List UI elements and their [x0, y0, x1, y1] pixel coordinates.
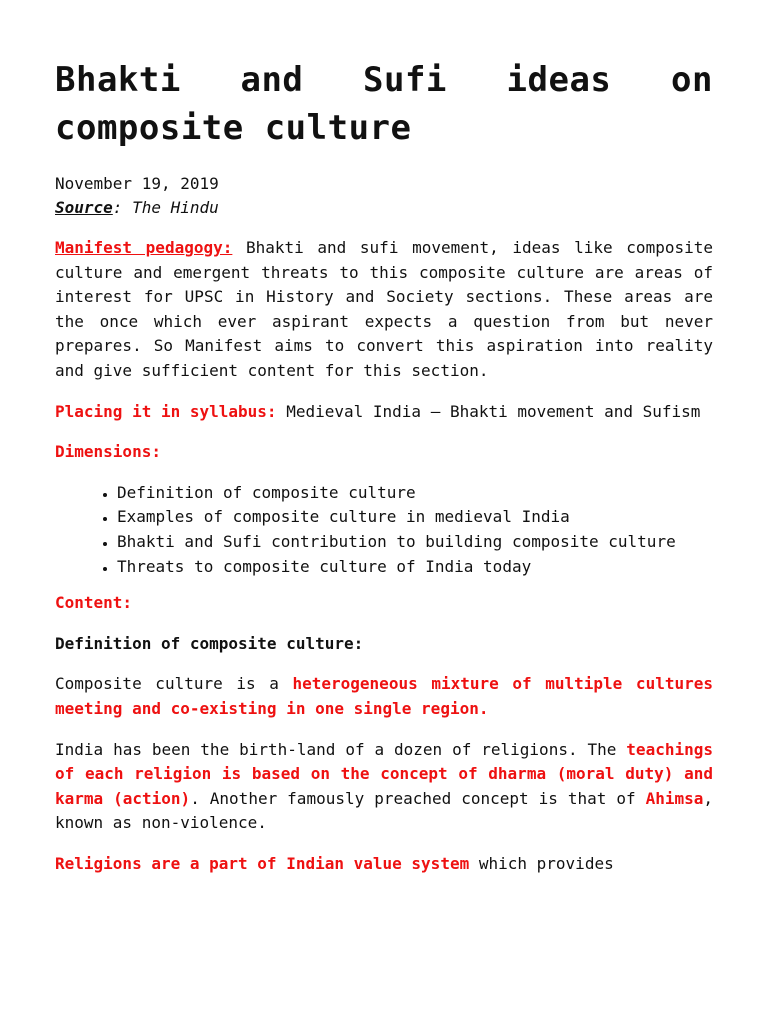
source-label: Source: [55, 198, 113, 217]
definition-highlight: heterogeneous mixture of multiple cultures meeting and co-existing in one single region.: [55, 674, 713, 718]
dimensions-list: [55, 481, 713, 579]
list-item: • Threats to composite culture of India today: [117, 555, 713, 580]
content-heading: Content:: [55, 593, 133, 613]
value-system-highlight: Religions are a part of Indian value system: [55, 853, 470, 873]
publish-date: November 19, 2019: [55, 174, 219, 193]
definition-heading: Definition of composite culture:: [55, 633, 364, 653]
syllabus-label: Placing it in syllabus:: [55, 401, 277, 421]
ahimsa-highlight: Ahimsa: [645, 788, 704, 808]
pedagogy-paragraph: [55, 236, 713, 384]
list-item: • Definition of composite culture: [117, 481, 713, 506]
pedagogy-label: Manifest pedagogy:: [55, 238, 233, 257]
source-separator: :: [112, 198, 133, 217]
dimensions-heading: Dimensions:: [55, 442, 161, 462]
syllabus-paragraph: [55, 400, 713, 425]
pedagogy-text: Bhakti and sufi movement, ideas like composite culture and emergent threats to this composite culture are areas of interest for UPSC in History and Society sections. These areas are the once which ever aspirant expects a question from but never prepares. So Manifest aims to convert this aspiration into reality and give sufficient content for this section.: [55, 238, 713, 380]
value-system-paragraph: Religions are a part of Indian value system which provides: [55, 853, 614, 873]
article-meta: [55, 172, 713, 220]
list-item: • Examples of composite culture in medieval India: [117, 505, 713, 530]
list-item: • Bhakti and Sufi contribution to building composite culture: [117, 530, 713, 555]
page-title: Bhakti and Sufi ideas on composite culture: [55, 60, 713, 148]
syllabus-text: Medieval India – Bhakti movement and Sufism: [276, 401, 701, 421]
source-line: [55, 196, 713, 220]
religions-paragraph: India has been the birth-land of a dozen of religions. The teachings of each religion is based on the concept of dharma (moral duty) and karma (action). Another famously preached concept is that of Ahimsa, known as non-violence.: [55, 739, 713, 833]
dharma-karma-highlight: teachings of each religion is based on the concept of dharma (moral duty) and karma (action): [55, 739, 713, 808]
source-value: The Hindu: [132, 198, 219, 217]
definition-paragraph: Composite culture is a heterogeneous mixture of multiple cultures meeting and co-existing in one single region.: [55, 674, 713, 718]
